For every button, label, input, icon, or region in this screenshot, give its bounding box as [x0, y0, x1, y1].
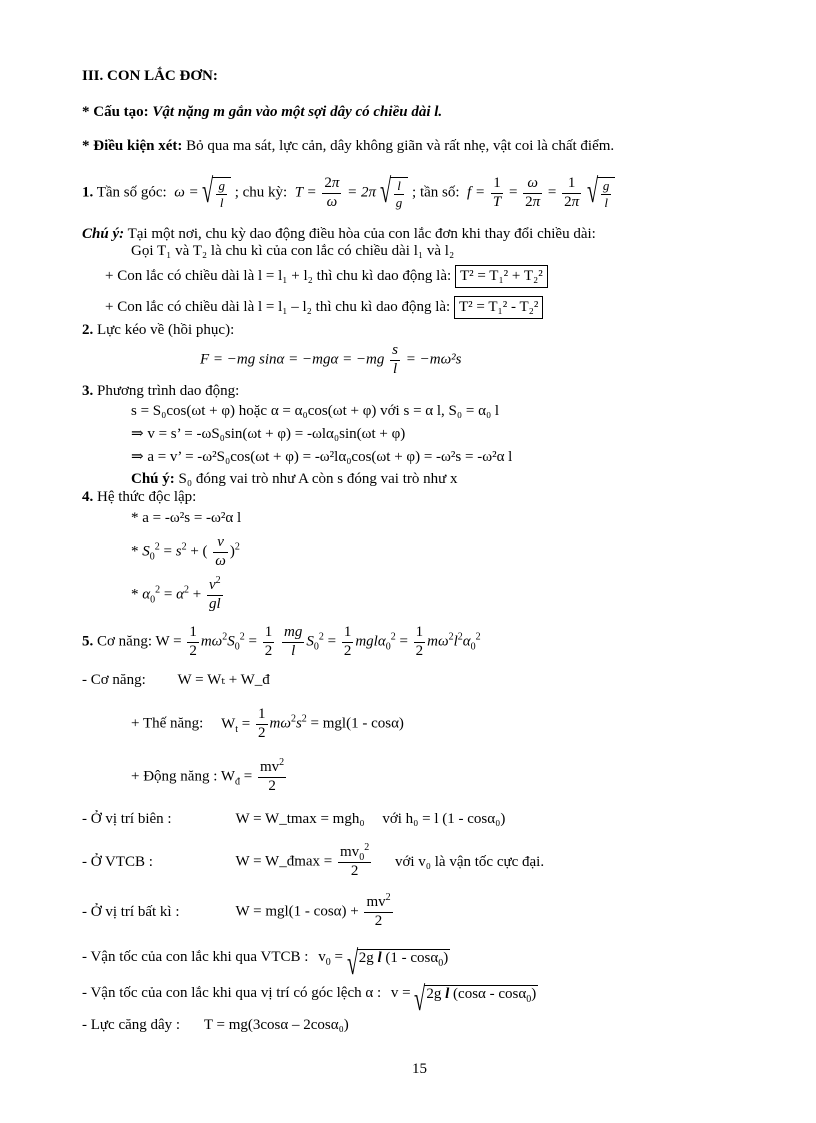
item3-note-text: S₀ đóng vai trò như A còn s đóng vai trò như x	[178, 471, 458, 487]
the-nang-line: + Thế năng: $W_t$ = $\frac{1}{2}$ $m\omega^2s^2 = mgl(1 - \cos\alpha)$	[131, 706, 404, 741]
dong-nang-label: + Động năng :	[131, 768, 218, 785]
item5-num: 5.	[82, 633, 94, 650]
bien-label: - Ở vị trí biên :	[82, 811, 172, 827]
batki-eq: W = mgl(1 - cosα) +	[235, 903, 359, 920]
cau-tao-label: * Cấu tạo:	[82, 104, 149, 120]
bien-tail: với h₀ = l (1 - cosα₀)	[382, 811, 506, 827]
chu-y1-text: Tại một nơi, chu kỳ dao động điều hòa của con lắc đơn khi thay đổi chiều dài:	[127, 226, 596, 242]
chu-y1-line1	[82, 227, 596, 242]
page-number: 15	[412, 1061, 427, 1077]
item3-line	[82, 384, 239, 399]
item5-title: Cơ năng:	[97, 633, 153, 650]
case2-line	[105, 296, 543, 319]
item4-title: Hệ thức độc lập:	[97, 489, 197, 505]
luccang-label: - Lực căng dây :	[82, 1017, 181, 1033]
dieu-kien-line	[82, 139, 614, 154]
item4-line	[82, 490, 196, 505]
dieu-kien-label: * Điều kiện xét:	[82, 138, 183, 154]
item3-l2: ⇒ v = s’ = -ωS₀sin(ωt + φ) = -ωlα₀sin(ωt + φ)	[131, 426, 406, 442]
item2-num: 2.	[82, 322, 94, 338]
vtcb-label: - Ở VTCB :	[82, 853, 153, 870]
bien-eq: W = W_tmax = mgh₀	[235, 811, 365, 827]
vantoc2-line: - Vận tốc của con lắc khi qua vị trí có góc lệch α : v = √ 2g l (cosα - cosα$_0$)	[82, 981, 537, 1018]
item4-num: 4.	[82, 489, 94, 505]
sqrt-g-l: √ $\frac{g}{l}$	[202, 177, 231, 209]
co-nang-eq: W = Wₜ + W_đ	[177, 672, 270, 688]
chu-y1-label: Chú ý:	[82, 226, 125, 242]
vtcb-tail: với v₀ là vận tốc cực đại.	[394, 853, 545, 870]
the-nang-tail: = mgl(1 - cosα)	[310, 715, 404, 732]
item3-note	[131, 472, 458, 487]
item3-title: Phương trình dao động:	[97, 383, 240, 399]
cau-tao-text: Vật nặng m gắn vào một sợi dây có chiều dài l.	[152, 104, 443, 120]
batki-line: - Ở vị trí bất kì : W = mgl(1 - cosα) + $\frac{mv^2}{2}$	[82, 892, 391, 929]
formula-F: F = −mg sinα = −mgα = −mg $\frac{s}{l}$ = −mω²s	[200, 342, 462, 377]
batki-label: - Ở vị trí bất kì :	[82, 903, 180, 920]
luccang-eq: T = mg(3cosα – 2cosα₀)	[203, 1017, 349, 1033]
item1-t2: ; chu kỳ:	[234, 184, 288, 201]
item1-num: 1.	[82, 184, 94, 201]
co-nang-line	[82, 673, 270, 688]
vtcb-eq: W = W_đmax =	[235, 853, 333, 870]
co-nang-label: - Cơ năng:	[82, 672, 146, 688]
item3-l1: s = S₀cos(ωt + φ) hoặc α = α₀cos(ωt + φ) với s = α l, S₀ = α₀ l	[131, 403, 500, 419]
case2-text: + Con lắc có chiều dài là l = l₁ – l₂ thì chu kì dao động là:	[105, 299, 451, 315]
luccang-line	[82, 1018, 349, 1033]
section-title: III. CON LẮC ĐƠN:	[82, 68, 218, 84]
formula-alpha0: * $\alpha_0^2 = \alpha^2$ + $\frac{v^2}{gl}$	[131, 575, 221, 612]
item2-line	[82, 323, 234, 338]
item3-l3: ⇒ a = v’ = -ω²S₀cos(ωt + φ) = -ω²lα₀cos(ωt + φ) = -ω²s = -ω²α l	[131, 449, 513, 465]
item5-line: 5. Cơ năng: W = $\frac{1}{2}$ $m\omega^2S_0^2$ = $\frac{1}{2}$ $\frac{mg}{l}$ $S_0^2$ = $\frac{1}{2}$ mglα$_0^2$ = $\frac{1}{2}$ $m\omega^2l^2\alpha_0^2$	[82, 624, 481, 659]
bien-line	[82, 812, 505, 827]
case2-box: T² = T₁² - T₂²	[454, 296, 543, 319]
item1-t3: ; tần số:	[412, 184, 460, 201]
vtcb-line: - Ở VTCB : W = W_đmax = $\frac{mv_0^2}{2}$ với v₀ là vận tốc cực đại.	[82, 842, 545, 879]
item4-l1: * a = -ω²s = -ω²α l	[131, 510, 242, 526]
chu-y1-line2: Gọi T₁ và T₂ là chu kì của con lắc có chiều dài l₁ và l₂	[131, 243, 455, 259]
formula-omega: ω =	[170, 184, 199, 201]
the-nang-label: + Thế năng:	[131, 715, 204, 732]
dong-nang-line: + Động năng : $W_đ$ = $\frac{mv^2}{2}$	[131, 757, 285, 794]
item1-t1: Tần số góc:	[96, 184, 167, 201]
cau-tao-line	[82, 105, 442, 120]
vantoc1-label: - Vận tốc của con lắc khi qua VTCB :	[82, 948, 309, 965]
case1-box: T² = T₁² + T₂²	[455, 265, 548, 288]
case1-text: + Con lắc có chiều dài là l = l₁ + l₂ thì chu kì dao động là:	[105, 268, 452, 284]
item1-line: 1. Tần số góc: ω = √ $\frac{g}{l}$ ; chu kỳ: T = $\frac{2\pi}{\omega}$ = 2π √ $\frac{l}{g}$ ; tần số: f = $\frac{1}{T}$ = $\frac{\omega}{2\pi}$ = $\frac{1}{2\pi}$ √ $\frac{g}{l}$	[82, 176, 615, 211]
item3-num: 3.	[82, 383, 94, 399]
case1-line	[105, 265, 548, 288]
vantoc1-line: - Vận tốc của con lắc khi qua VTCB : $v_0$ = √ 2g l (1 - cosα$_0$)	[82, 945, 449, 982]
item3-note-label: Chú ý:	[131, 471, 175, 487]
vantoc2-label: - Vận tốc của con lắc khi qua vị trí có góc lệch α :	[82, 984, 382, 1001]
dieu-kien-text: Bỏ qua ma sát, lực cản, dây không giãn và rất nhẹ, vật coi là chất điểm.	[186, 138, 615, 154]
formula-S0: * $S_0^2 = s^2$ + ( $\frac{v}{\omega}$ )$^2$	[131, 534, 240, 569]
item2-title: Lực kéo về (hồi phục):	[97, 322, 235, 338]
